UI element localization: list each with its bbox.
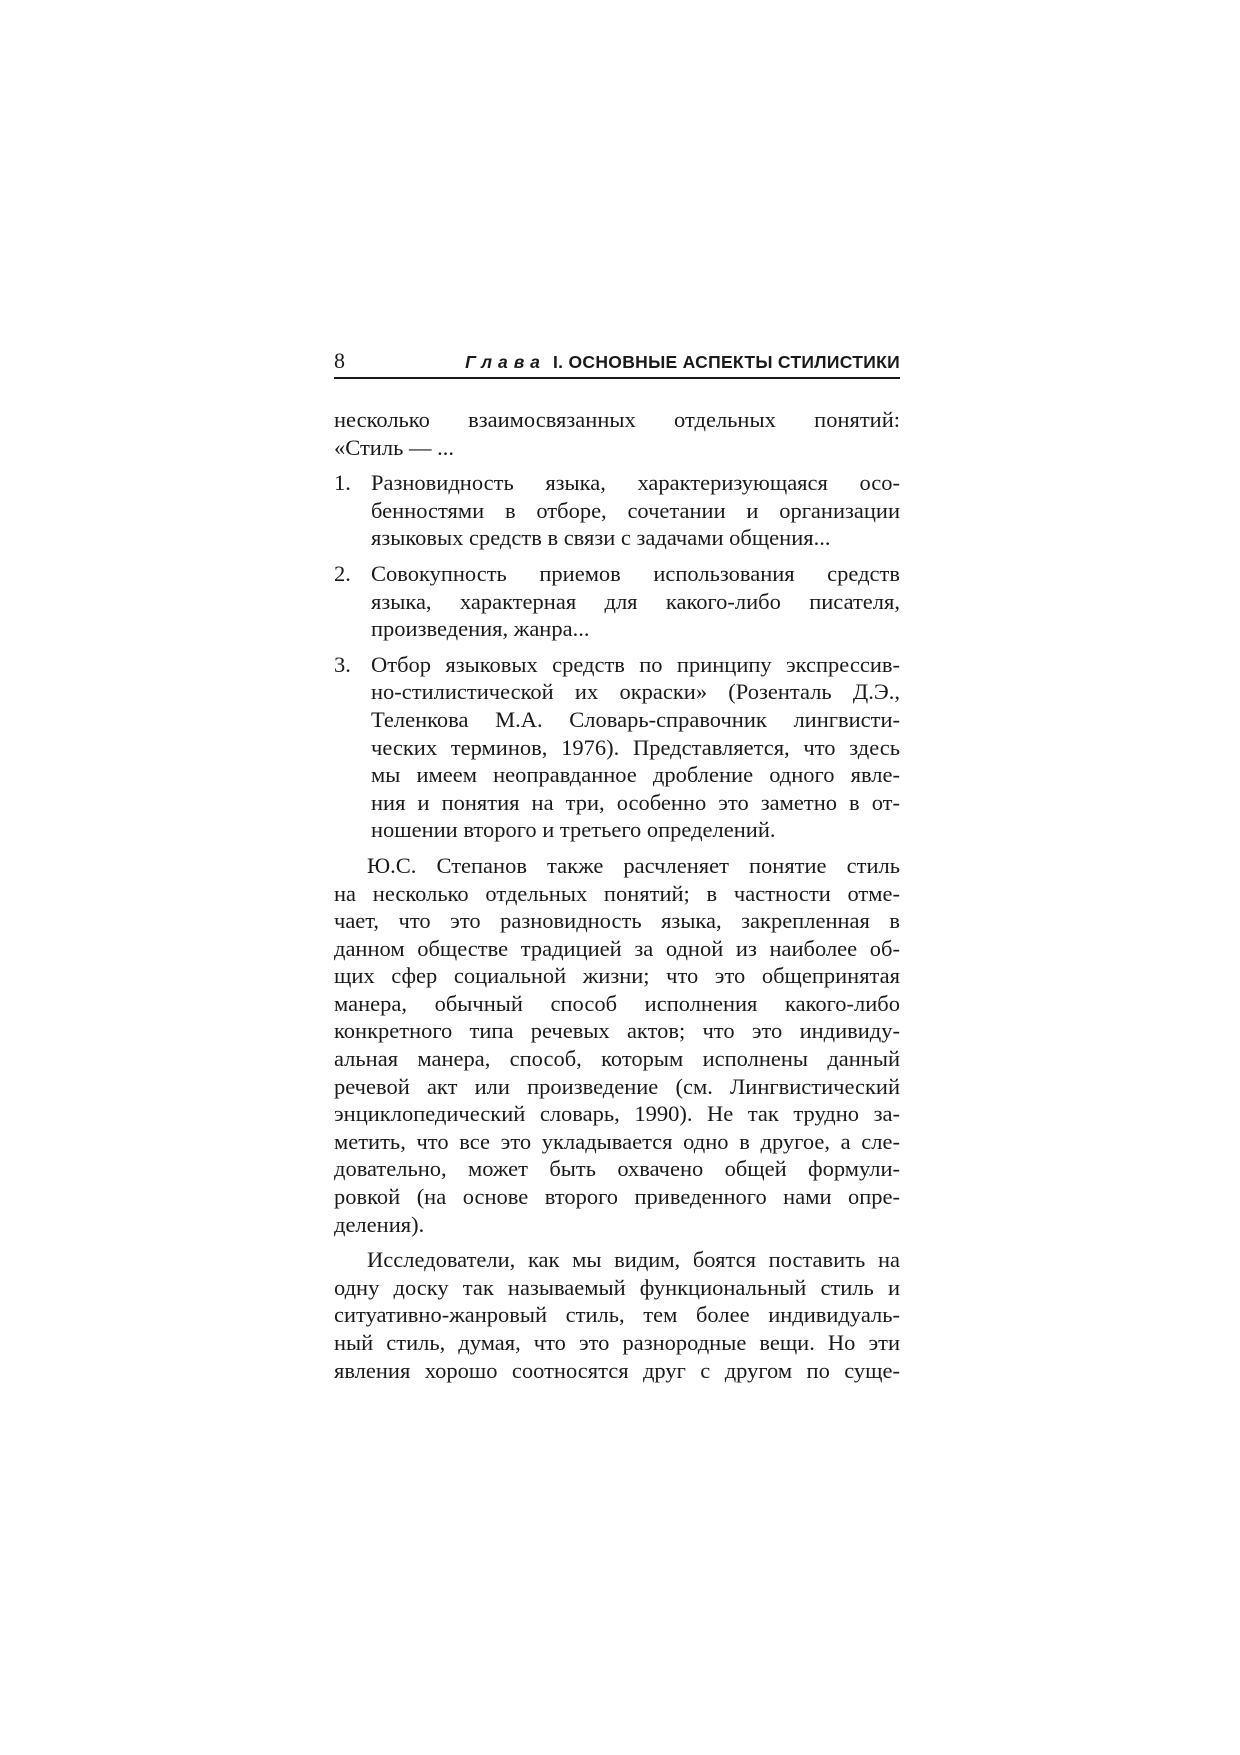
text-line: одну доску так называемый функциональный стиль и [334, 1274, 900, 1300]
text-line: на несколько отдельных понятий; в частности отме- [334, 880, 900, 906]
text-line: несколько взаимосвязанных отдельных понятий: [334, 407, 900, 432]
text-line: Теленкова М.А. Словарь-справочник лингвисти- [371, 706, 900, 732]
text-line: конкретного типа речевых актов; что это индивиду- [334, 1018, 900, 1044]
text-line: ситуативно-жанровый стиль, тем более индивидуаль- [334, 1302, 900, 1328]
text-line: энциклопедический словарь, 1990). Не так трудно за- [334, 1101, 900, 1127]
chapter-title [465, 349, 900, 377]
text-line: явления хорошо соотносятся друг с другом по суще- [334, 1357, 900, 1383]
text-line: Разновидность языка, характеризующаяся осо- [371, 470, 900, 496]
text-line: данном обществе традицией за одной из наиболее об- [334, 935, 900, 961]
body-text [334, 406, 900, 1384]
text-line: но-стилистической их окраски» (Розенталь Д.Э., [371, 679, 900, 705]
running-header [334, 347, 900, 379]
text-line: щих сфер социальной жизни; что это общепринятая [334, 963, 900, 989]
text-line: метить, что все это укладывается одно в другое, а сле- [334, 1128, 900, 1154]
chapter-word: Глава [465, 352, 546, 372]
page-number: 8 [334, 348, 345, 373]
text-line: языка, характерная для какого-либо писателя, [371, 588, 900, 614]
text-line: ния и понятия на три, особенно это заметно в от- [371, 789, 900, 815]
text-line: чает, что это разновидность языка, закрепленная в [334, 908, 900, 934]
text-line: ровкой (на основе второго приведенного нами опре- [334, 1184, 900, 1210]
text-line: «Стиль — ... [334, 434, 454, 460]
text-line: Совокупность приемов использования средств [371, 560, 900, 586]
text-line: альная манера, способ, которым исполнены данный [334, 1046, 900, 1072]
paragraph-stepanov [334, 852, 900, 1238]
text-line: манера, обычный способ исполнения какого-либо [334, 990, 900, 1016]
text-line: речевой акт или произведение (см. Лингвистический [334, 1073, 900, 1099]
list-number: 2. [334, 560, 351, 586]
text-line: Ю.С. Степанов также расчленяет понятие стиль [367, 852, 900, 878]
text-line: ный стиль, думая, что это разнородные вещи. Но эти [334, 1330, 900, 1355]
text-line: бенностями в отборе, сочетании и организации [371, 497, 900, 523]
paragraph-researchers [334, 1246, 900, 1384]
text-line: Исследователи, как мы видим, боятся поставить на [367, 1247, 900, 1273]
chapter-heading-text: I. ОСНОВНЫЕ АСПЕКТЫ СТИЛИСТИКИ [553, 352, 900, 372]
text-line: языковых средств в связи с задачами общения... [371, 525, 831, 551]
definition-list-item-1 [334, 469, 900, 552]
text-line: произведения, жанра... [371, 616, 590, 642]
list-number: 1. [334, 470, 351, 496]
text-line: деления). [334, 1211, 425, 1237]
text-line: ношении второго и третьего определений. [371, 817, 776, 843]
text-line: довательно, может быть охвачено общей формули- [334, 1156, 900, 1182]
definition-list-item-3 [334, 651, 900, 844]
list-number: 3. [334, 651, 351, 677]
definition-list-item-2 [334, 560, 900, 643]
text-line: Отбор языковых средств по принципу экспрессив- [371, 651, 900, 677]
text-line: ческих терминов, 1976). Представляется, что здесь [371, 734, 900, 760]
text-line: мы имеем неоправданное дробление одного явле- [371, 762, 900, 788]
intro-paragraph [334, 406, 900, 461]
